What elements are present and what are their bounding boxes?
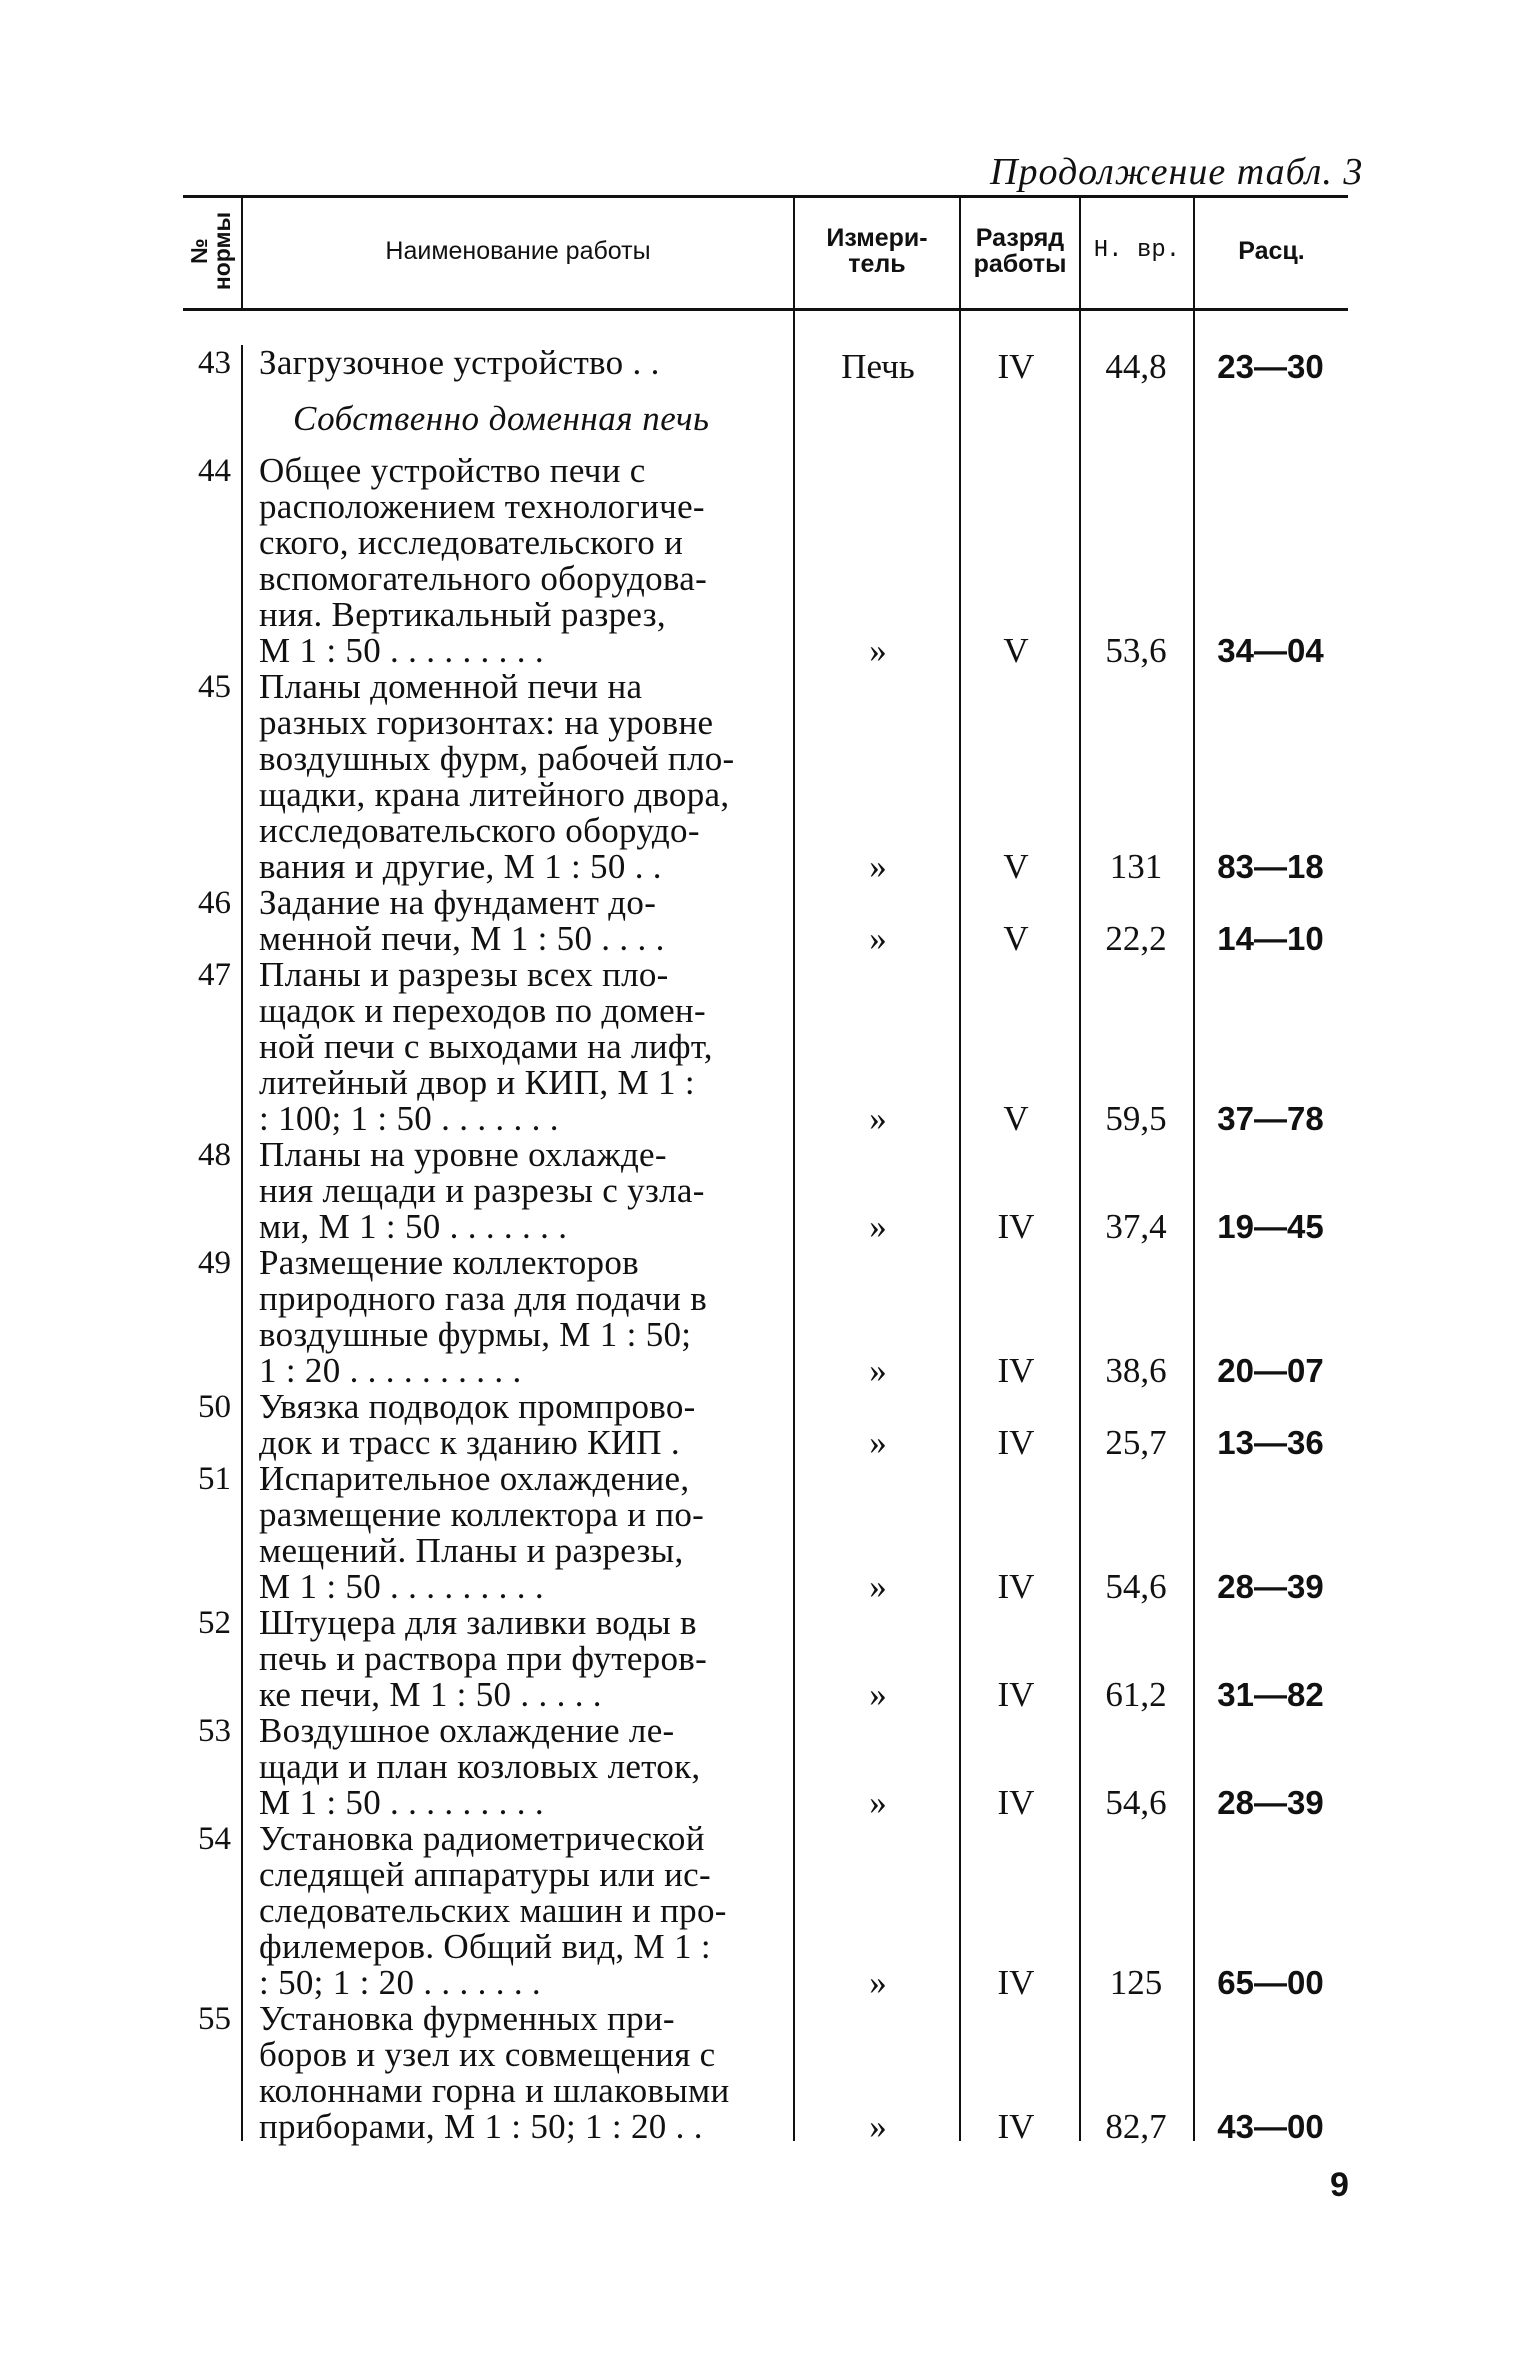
- row-rate: 28—39: [1217, 1784, 1324, 1821]
- row-measure: »: [869, 631, 887, 670]
- row-time-norm: 82,7: [1105, 2107, 1167, 2146]
- section-heading-row: [183, 399, 1348, 439]
- row-work-name: Установка радиометрической следящей аппаратуры или ис- следовательских машин и про- филемеров. Общий вид, М 1 : : 50; 1 : 20 . . . . . . .: [259, 1819, 727, 2002]
- row-rate: 43—00: [1217, 2108, 1324, 2145]
- row-rank: IV: [997, 1351, 1035, 1390]
- row-measure: »: [869, 1207, 887, 1246]
- row-rank: IV: [997, 1963, 1035, 2002]
- row-work-name: Планы на уровне охлажде- ния лещади и разрезы с узла- ми, М 1 : 50 . . . . . . .: [259, 1135, 705, 1246]
- row-rate: 23—30: [1217, 348, 1324, 385]
- table-row: [183, 1821, 1348, 2001]
- row-rank: IV: [997, 1207, 1035, 1246]
- row-work-name: Штуцера для заливки воды в печь и раствора при футеров- ке печи, М 1 : 50 . . . . .: [259, 1603, 708, 1714]
- row-measure: »: [869, 2107, 887, 2146]
- row-measure: Печь: [841, 347, 915, 386]
- row-number: 43: [198, 345, 231, 381]
- row-rank: V: [1003, 919, 1029, 958]
- row-number: 44: [198, 453, 231, 489]
- row-number: 55: [198, 2001, 231, 2037]
- row-measure: »: [869, 1567, 887, 1606]
- row-number: 52: [198, 1605, 231, 1641]
- table-row: [183, 669, 1348, 885]
- row-measure: »: [869, 1099, 887, 1138]
- row-work-name: Загрузочное устройство . .: [259, 343, 660, 382]
- row-work-name: Задание на фундамент до- менной печи, М 1 : 50 . . . .: [259, 883, 665, 958]
- header-time-norm: Н. вр.: [1093, 237, 1181, 265]
- row-measure: »: [869, 1351, 887, 1390]
- row-measure: »: [869, 847, 887, 886]
- row-number: 47: [198, 957, 231, 993]
- table-row: [183, 453, 1348, 669]
- row-rate: 65—00: [1217, 1964, 1324, 2001]
- row-measure: »: [869, 1783, 887, 1822]
- row-work-name: Общее устройство печи с расположением технологиче- ского, исследовательского и вспомогательного оборудова- ния. Вертикальный разрез, М 1 : 50 . . . . . . . . .: [259, 451, 708, 670]
- header-rate: Расц.: [1238, 236, 1305, 265]
- row-number: 50: [198, 1389, 231, 1425]
- row-time-norm: 59,5: [1105, 1099, 1167, 1138]
- table-row: [183, 2001, 1348, 2145]
- row-rate: 31—82: [1217, 1676, 1324, 1713]
- row-rate: 19—45: [1217, 1208, 1324, 1245]
- row-work-name: Увязка подводок промпрово- док и трасс к зданию КИП .: [259, 1387, 696, 1462]
- header-work-name: Наименование работы: [385, 236, 651, 265]
- row-rank: IV: [997, 347, 1035, 386]
- row-rate: 34—04: [1217, 632, 1324, 669]
- row-rate: 14—10: [1217, 920, 1324, 957]
- row-rank: IV: [997, 1567, 1035, 1606]
- row-number: 48: [198, 1137, 231, 1173]
- row-time-norm: 37,4: [1105, 1207, 1167, 1246]
- row-rank: V: [1003, 847, 1029, 886]
- row-rate: 28—39: [1217, 1568, 1324, 1605]
- header-norm-number: № нормы: [186, 211, 235, 291]
- row-measure: »: [869, 1675, 887, 1714]
- row-measure: »: [869, 919, 887, 958]
- table-row: [183, 1137, 1348, 1245]
- row-work-name: Испарительное охлаждение, размещение коллектора и по- мещений. Планы и разрезы, М 1 : 50 . . . . . . . . .: [259, 1459, 705, 1606]
- header-bottom-rule: [183, 308, 1348, 311]
- row-time-norm: 44,8: [1105, 347, 1167, 386]
- row-work-name: Размещение коллекторов природного газа для подачи в воздушные фурмы, М 1 : 50; 1 : 20 . . . . . . . . . .: [259, 1243, 708, 1390]
- header-measure: Измери- тель: [826, 223, 928, 278]
- row-number: 51: [198, 1461, 231, 1497]
- row-work-name: Воздушное охлаждение ле- щади и план козловых леток, М 1 : 50 . . . . . . . . .: [259, 1711, 701, 1822]
- row-work-name: Планы и разрезы всех пло- щадок и переходов по домен- ной печи с выходами на лифт, литейный двор и КИП, М 1 : : 100; 1 : 50 . . . . . . .: [259, 955, 713, 1138]
- row-time-norm: 25,7: [1105, 1423, 1167, 1462]
- row-time-norm: 61,2: [1105, 1675, 1167, 1714]
- row-number: 49: [198, 1245, 231, 1281]
- row-number: 46: [198, 885, 231, 921]
- page-number: 9: [1330, 2166, 1349, 2204]
- row-rate: 20—07: [1217, 1352, 1324, 1389]
- row-time-norm: 54,6: [1105, 1783, 1167, 1822]
- row-time-norm: 125: [1109, 1963, 1163, 2002]
- row-measure: »: [869, 1963, 887, 2002]
- table-row: [183, 1245, 1348, 1389]
- row-rate: 37—78: [1217, 1100, 1324, 1137]
- row-rank: IV: [997, 2107, 1035, 2146]
- table-row: [183, 1713, 1348, 1821]
- table-top-rule: [183, 195, 1348, 198]
- row-time-norm: 131: [1109, 847, 1163, 886]
- row-rank: IV: [997, 1783, 1035, 1822]
- section-heading: Собственно доменная печь: [293, 399, 710, 438]
- table-row: [183, 1389, 1348, 1461]
- table-continuation-caption: Продолжение табл. 3: [990, 151, 1364, 193]
- row-work-name: Установка фурменных при- боров и узел их совмещения с колоннами горна и шлаковыми приборами, М 1 : 50; 1 : 20 . .: [259, 1999, 730, 2146]
- row-rate: 83—18: [1217, 848, 1324, 885]
- row-measure: »: [869, 1423, 887, 1462]
- row-time-norm: 22,2: [1105, 919, 1167, 958]
- table-row: [183, 1461, 1348, 1605]
- row-rank: V: [1003, 631, 1029, 670]
- row-number: 53: [198, 1713, 231, 1749]
- row-number: 54: [198, 1821, 231, 1857]
- row-rank: V: [1003, 1099, 1029, 1138]
- table-row: [183, 1605, 1348, 1713]
- row-rank: IV: [997, 1675, 1035, 1714]
- table-row: [183, 957, 1348, 1137]
- header-rank: Разряд работы: [973, 223, 1067, 278]
- table-row: [183, 885, 1348, 957]
- row-time-norm: 54,6: [1105, 1567, 1167, 1606]
- row-rank: IV: [997, 1423, 1035, 1462]
- row-rate: 13—36: [1217, 1424, 1324, 1461]
- table-row: [183, 345, 1348, 385]
- norms-table: [183, 195, 1348, 2146]
- row-work-name: Планы доменной печи на разных горизонтах: на уровне воздушных фурм, рабочей пло- щадки, крана литейного двора, исследовательского оборудо- вания и другие, М 1 : 50 . .: [259, 667, 735, 886]
- row-number: 45: [198, 669, 231, 705]
- row-time-norm: 38,6: [1105, 1351, 1167, 1390]
- row-time-norm: 53,6: [1105, 631, 1167, 670]
